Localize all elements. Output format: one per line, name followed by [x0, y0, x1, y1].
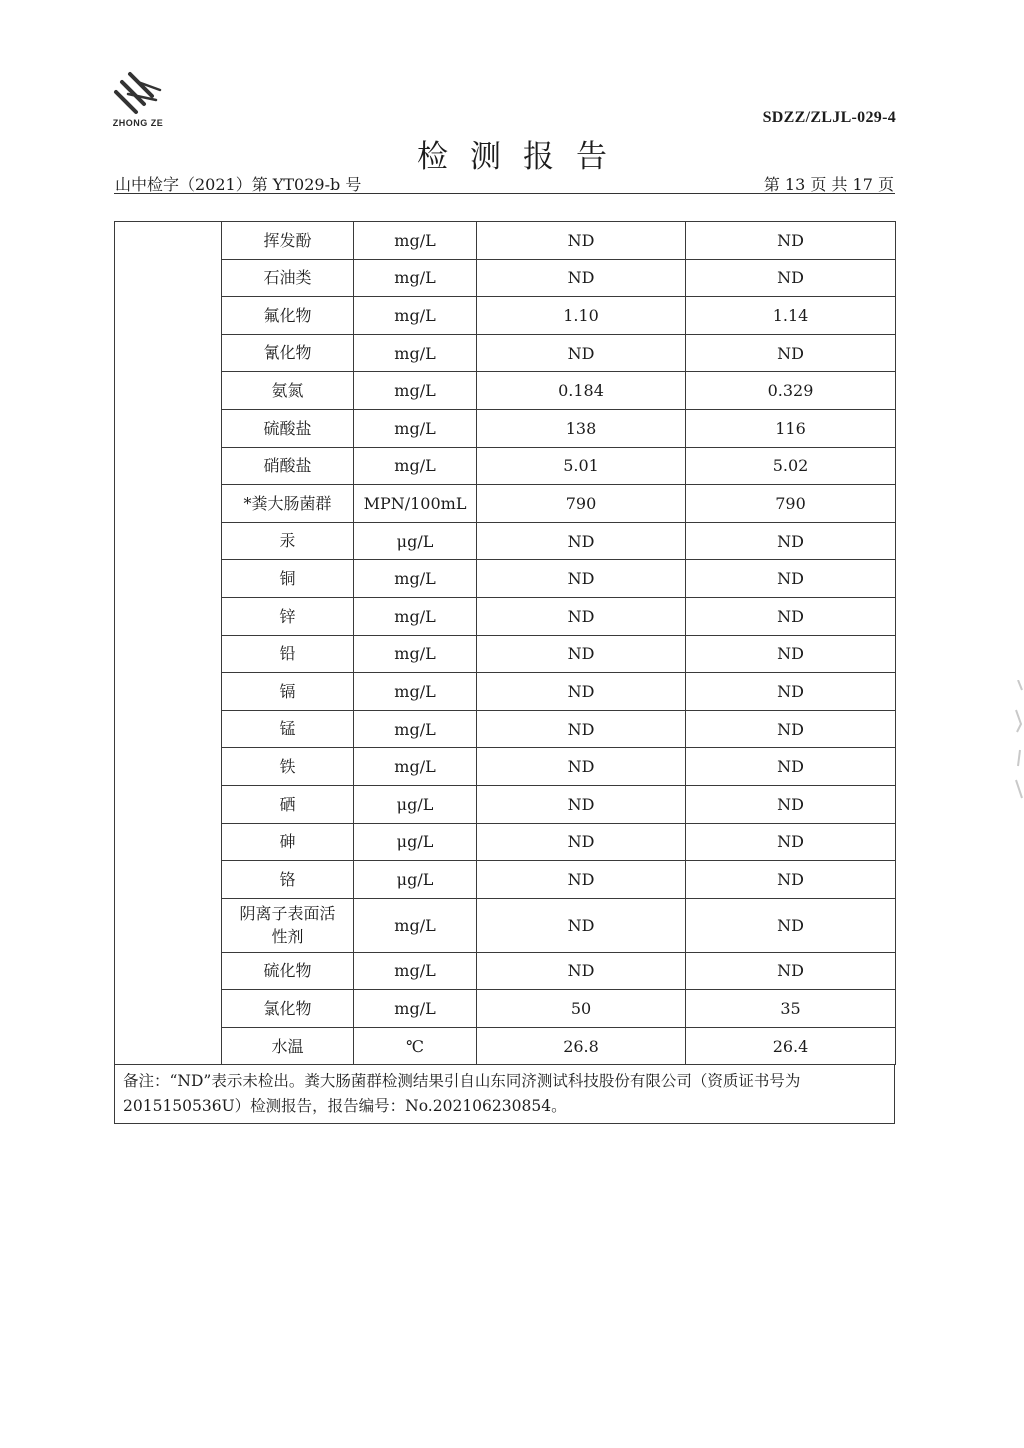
- result-2-cell: ND: [686, 597, 896, 635]
- table-row: [115, 823, 896, 861]
- result-1-cell: ND: [477, 861, 686, 899]
- unit-cell: mg/L: [354, 635, 477, 673]
- result-1-cell: 790: [477, 485, 686, 523]
- table-row: [115, 673, 896, 711]
- result-1-cell: ND: [477, 710, 686, 748]
- item-name-cell: 锰: [222, 710, 354, 748]
- result-2-cell: 0.329: [686, 372, 896, 410]
- table-row: [115, 861, 896, 899]
- company-logo: [108, 70, 178, 132]
- result-2-cell: ND: [686, 823, 896, 861]
- result-2-cell: ND: [686, 673, 896, 711]
- result-2-cell: 35: [686, 990, 896, 1028]
- table-row: [115, 485, 896, 523]
- result-2-cell: 116: [686, 409, 896, 447]
- result-2-cell: 790: [686, 485, 896, 523]
- item-name-cell: 阴离子表面活性剂: [222, 898, 354, 952]
- item-name-cell: 挥发酚: [222, 222, 354, 260]
- result-1-cell: ND: [477, 785, 686, 823]
- unit-cell: ℃: [354, 1027, 477, 1065]
- result-2-cell: ND: [686, 635, 896, 673]
- unit-cell: mg/L: [354, 222, 477, 260]
- unit-cell: μg/L: [354, 861, 477, 899]
- result-1-cell: ND: [477, 259, 686, 297]
- item-name-cell: *粪大肠菌群: [222, 485, 354, 523]
- result-2-cell: ND: [686, 522, 896, 560]
- result-2-cell: ND: [686, 259, 896, 297]
- result-1-cell: ND: [477, 597, 686, 635]
- results-table-body: [115, 222, 896, 1065]
- item-name-cell: 铬: [222, 861, 354, 899]
- zhongze-logo-mark-icon: [108, 70, 168, 118]
- result-2-cell: ND: [686, 560, 896, 598]
- item-name-cell: 氨氮: [222, 372, 354, 410]
- result-1-cell: 0.184: [477, 372, 686, 410]
- result-2-cell: ND: [686, 748, 896, 786]
- result-1-cell: 5.01: [477, 447, 686, 485]
- result-1-cell: ND: [477, 952, 686, 990]
- result-1-cell: 26.8: [477, 1027, 686, 1065]
- result-1-cell: ND: [477, 823, 686, 861]
- results-table-container: [114, 221, 895, 1124]
- table-row: [115, 597, 896, 635]
- unit-cell: mg/L: [354, 673, 477, 711]
- result-1-cell: 1.10: [477, 297, 686, 335]
- table-row: [115, 710, 896, 748]
- item-name-cell: 硒: [222, 785, 354, 823]
- item-name-cell: 氟化物: [222, 297, 354, 335]
- result-2-cell: ND: [686, 710, 896, 748]
- unit-cell: mg/L: [354, 952, 477, 990]
- table-row: [115, 222, 896, 260]
- table-row: [115, 990, 896, 1028]
- result-2-cell: ND: [686, 334, 896, 372]
- item-name-cell: 硫化物: [222, 952, 354, 990]
- header-divider: [114, 193, 895, 194]
- table-row: [115, 898, 896, 952]
- unit-cell: μg/L: [354, 785, 477, 823]
- unit-cell: mg/L: [354, 597, 477, 635]
- page-number: 第 13 页 共 17 页: [763, 175, 894, 194]
- table-row: [115, 297, 896, 335]
- table-row: [115, 635, 896, 673]
- item-name-cell: 硫酸盐: [222, 409, 354, 447]
- unit-cell: mg/L: [354, 560, 477, 598]
- result-1-cell: ND: [477, 635, 686, 673]
- item-name-cell: 氰化物: [222, 334, 354, 372]
- table-row: [115, 560, 896, 598]
- item-name-cell: 氯化物: [222, 990, 354, 1028]
- logo-text: ZHONG ZE: [112, 118, 164, 128]
- table-row: [115, 372, 896, 410]
- table-row: [115, 522, 896, 560]
- result-1-cell: ND: [477, 560, 686, 598]
- table-row: [115, 447, 896, 485]
- results-table: [114, 221, 896, 1065]
- item-name-cell: 铅: [222, 635, 354, 673]
- item-name-cell: 硝酸盐: [222, 447, 354, 485]
- unit-cell: mg/L: [354, 297, 477, 335]
- result-1-cell: ND: [477, 222, 686, 260]
- report-number: 山中检字（2021）第 YT029-b 号: [115, 175, 362, 194]
- result-2-cell: ND: [686, 861, 896, 899]
- item-name-cell: 锌: [222, 597, 354, 635]
- result-2-cell: ND: [686, 785, 896, 823]
- item-name-cell: 石油类: [222, 259, 354, 297]
- item-name-cell: 汞: [222, 522, 354, 560]
- unit-cell: mg/L: [354, 409, 477, 447]
- unit-cell: mg/L: [354, 447, 477, 485]
- unit-cell: mg/L: [354, 710, 477, 748]
- table-row: [115, 785, 896, 823]
- table-row: [115, 259, 896, 297]
- unit-cell: mg/L: [354, 990, 477, 1028]
- table-row: [115, 952, 896, 990]
- sample-point-cell: [115, 222, 222, 1065]
- item-name-cell: 水温: [222, 1027, 354, 1065]
- result-2-cell: ND: [686, 898, 896, 952]
- table-row: [115, 334, 896, 372]
- result-1-cell: 50: [477, 990, 686, 1028]
- unit-cell: μg/L: [354, 823, 477, 861]
- result-1-cell: ND: [477, 673, 686, 711]
- table-row: [115, 748, 896, 786]
- item-name-cell: 镉: [222, 673, 354, 711]
- item-name-cell: 砷: [222, 823, 354, 861]
- page-title: 检测报告: [417, 139, 629, 175]
- unit-cell: mg/L: [354, 259, 477, 297]
- unit-cell: mg/L: [354, 372, 477, 410]
- unit-cell: MPN/100mL: [354, 485, 477, 523]
- table-row: [115, 409, 896, 447]
- unit-cell: mg/L: [354, 748, 477, 786]
- item-name-cell: 铜: [222, 560, 354, 598]
- result-2-cell: 5.02: [686, 447, 896, 485]
- unit-cell: μg/L: [354, 522, 477, 560]
- result-1-cell: ND: [477, 898, 686, 952]
- remarks-note: 备注：“ND”表示未检出。粪大肠菌群检测结果引自山东同济测试科技股份有限公司（资质证书号为 2015150536U）检测报告，报告编号：No.202106230854。: [114, 1065, 895, 1124]
- result-2-cell: ND: [686, 952, 896, 990]
- result-2-cell: 26.4: [686, 1027, 896, 1065]
- result-2-cell: ND: [686, 222, 896, 260]
- unit-cell: mg/L: [354, 334, 477, 372]
- table-row: [115, 1027, 896, 1065]
- result-2-cell: 1.14: [686, 297, 896, 335]
- unit-cell: mg/L: [354, 898, 477, 952]
- result-1-cell: ND: [477, 522, 686, 560]
- document-code: SDZZ/ZLJL-029-4: [762, 109, 896, 126]
- result-1-cell: ND: [477, 748, 686, 786]
- scan-edge-mark-icon: [1012, 680, 1024, 800]
- result-1-cell: ND: [477, 334, 686, 372]
- result-1-cell: 138: [477, 409, 686, 447]
- item-name-cell: 铁: [222, 748, 354, 786]
